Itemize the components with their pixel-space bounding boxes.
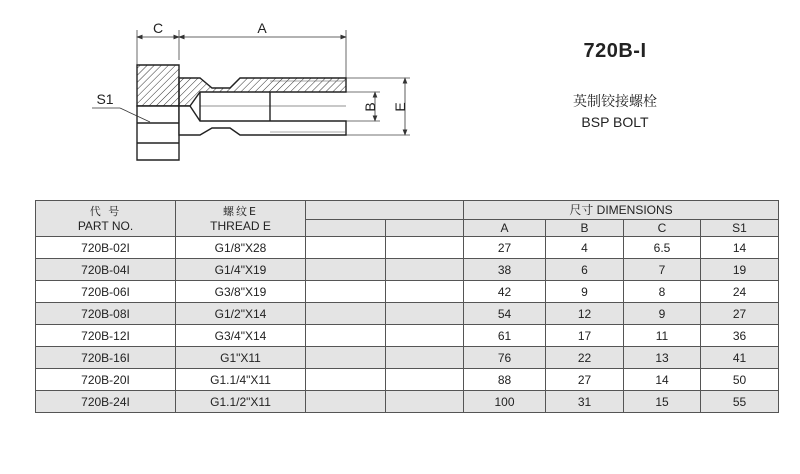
blank-cell <box>386 347 464 369</box>
dim-a-cell: 42 <box>464 281 546 303</box>
blank-cell <box>306 391 386 413</box>
blank-cell <box>306 303 386 325</box>
blank-cell <box>386 303 464 325</box>
dim-s1-cell: 27 <box>701 303 779 325</box>
dimensions-table <box>35 200 779 413</box>
part-no-cell: 720B-08I <box>36 303 176 325</box>
dimensions-header: 尺寸 DIMENSIONS <box>464 201 779 220</box>
dim-c-label: C <box>152 20 164 36</box>
dim-b-cell: 9 <box>546 281 624 303</box>
dim-a-cell: 27 <box>464 237 546 259</box>
table-row <box>36 391 779 413</box>
thread-header: 螺纹E THREAD E <box>176 201 306 237</box>
title-block <box>520 40 710 130</box>
blank-cell <box>306 259 386 281</box>
dim-a-cell: 76 <box>464 347 546 369</box>
dim-s1-cell: 36 <box>701 325 779 347</box>
dim-c-header: C <box>624 220 701 237</box>
part-no-cell: 720B-24I <box>36 391 176 413</box>
dim-s1-cell: 14 <box>701 237 779 259</box>
blank-cell <box>386 391 464 413</box>
blank-subheader <box>386 220 464 237</box>
table-row <box>36 237 779 259</box>
dim-c-cell: 14 <box>624 369 701 391</box>
thread-cell: G1.1/2"X11 <box>176 391 306 413</box>
dim-c-cell: 13 <box>624 347 701 369</box>
blank-cell <box>386 259 464 281</box>
dim-a-cell: 88 <box>464 369 546 391</box>
dim-b-cell: 27 <box>546 369 624 391</box>
dim-a-label: A <box>257 20 267 36</box>
dim-c-cell: 8 <box>624 281 701 303</box>
product-name-en: BSP BOLT <box>581 114 649 130</box>
thread-cell: G1.1/4"X11 <box>176 369 306 391</box>
part-no-cell: 720B-16I <box>36 347 176 369</box>
dim-a-cell: 100 <box>464 391 546 413</box>
dim-s1-cell: 50 <box>701 369 779 391</box>
dim-e-label: E <box>392 102 408 112</box>
blank-cell <box>386 281 464 303</box>
dim-a-cell: 61 <box>464 325 546 347</box>
dim-s1-cell: 24 <box>701 281 779 303</box>
table-row <box>36 325 779 347</box>
blank-cell <box>306 347 386 369</box>
thread-cell: G3/8"X19 <box>176 281 306 303</box>
thread-cell: G3/4"X14 <box>176 325 306 347</box>
dim-s1-cell: 41 <box>701 347 779 369</box>
dim-b-label: B <box>362 102 378 112</box>
dim-s1-header: S1 <box>701 220 779 237</box>
part-no-cell: 720B-20I <box>36 369 176 391</box>
blank-subheader <box>306 220 386 237</box>
blank-cell <box>386 369 464 391</box>
table-row <box>36 281 779 303</box>
product-name-cn: 英制铰接螺栓 <box>573 94 657 110</box>
thread-cell: G1/4"X19 <box>176 259 306 281</box>
blank-cell <box>306 281 386 303</box>
part-no-cell: 720B-02I <box>36 237 176 259</box>
part-no-header: 代 号 PART NO. <box>36 201 176 237</box>
part-no-cell: 720B-12I <box>36 325 176 347</box>
dim-b-cell: 4 <box>546 237 624 259</box>
thread-cell: G1/8"X28 <box>176 237 306 259</box>
table-row <box>36 259 779 281</box>
dim-b-header: B <box>546 220 624 237</box>
part-no-cell: 720B-06I <box>36 281 176 303</box>
blank-cell <box>386 237 464 259</box>
blank-header <box>306 201 464 220</box>
blank-cell <box>386 325 464 347</box>
blank-cell <box>306 369 386 391</box>
dim-c-cell: 7 <box>624 259 701 281</box>
blank-cell <box>306 325 386 347</box>
dim-b-cell: 31 <box>546 391 624 413</box>
dim-c-cell: 6.5 <box>624 237 701 259</box>
dim-a-header: A <box>464 220 546 237</box>
table-row <box>36 347 779 369</box>
s1-label: S1 <box>96 91 114 107</box>
dim-b-cell: 12 <box>546 303 624 325</box>
dim-s1-cell: 55 <box>701 391 779 413</box>
thread-cell: G1/2"X14 <box>176 303 306 325</box>
dim-a-cell: 54 <box>464 303 546 325</box>
table-row <box>36 303 779 325</box>
table-row <box>36 369 779 391</box>
dim-c-cell: 11 <box>624 325 701 347</box>
part-no-cell: 720B-04I <box>36 259 176 281</box>
dim-a-cell: 38 <box>464 259 546 281</box>
dim-c-cell: 15 <box>624 391 701 413</box>
dim-c-cell: 9 <box>624 303 701 325</box>
dim-b-cell: 6 <box>546 259 624 281</box>
dim-b-cell: 22 <box>546 347 624 369</box>
dim-s1-cell: 19 <box>701 259 779 281</box>
blank-cell <box>306 237 386 259</box>
model-number: 720B-I <box>583 40 647 62</box>
dim-b-cell: 17 <box>546 325 624 347</box>
thread-cell: G1"X11 <box>176 347 306 369</box>
